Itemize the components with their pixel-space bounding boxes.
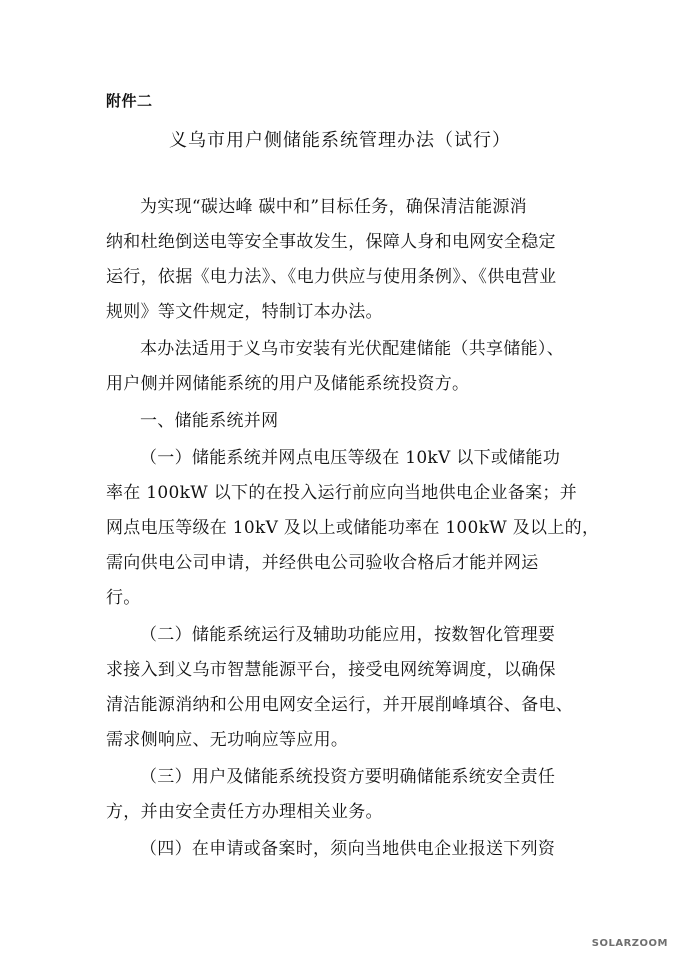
text-line: 一、储能系统并网: [140, 411, 279, 431]
text-line: 求接入到义乌市智慧能源平台，接受电网统筹调度，以确保: [106, 660, 556, 680]
paragraph-item-3: [106, 760, 586, 830]
paragraph-scope: [106, 332, 586, 402]
text-line: 率在 100kW 以下的在投入运行前应向当地供电企业备案；并: [106, 483, 578, 503]
text-line: （二）储能系统运行及辅助功能应用，按数智化管理要: [140, 625, 556, 645]
paragraph-purpose: [106, 190, 586, 330]
paragraph-item-1: [106, 441, 600, 616]
text-line: 纳和杜绝倒送电等安全事故发生，保障人身和电网安全稳定: [106, 232, 556, 252]
text-line: 规则》等文件规定，特制订本办法。: [106, 302, 383, 322]
section-heading-grid-connection: [106, 404, 586, 439]
text-line: 需求侧响应、无功响应等应用。: [106, 730, 349, 750]
text-line: （三）用户及储能系统投资方要明确储能系统安全责任: [140, 767, 556, 787]
text-line: 网点电压等级在 10kV 及以上或储能功率在 100kW 及以上的，: [106, 518, 600, 538]
attachment-label: 附件二: [106, 92, 153, 110]
document-title: 义乌市用户侧储能系统管理办法（试行）: [169, 130, 511, 151]
text-line: （四）在申请或备案时，须向当地供电企业报送下列资: [140, 839, 556, 859]
text-line: 运行，依据《电力法》、《电力供应与使用条例》、《供电营业: [106, 267, 557, 287]
text-line: 清洁能源消纳和公用电网安全运行，并开展削峰填谷、备电、: [106, 695, 574, 715]
text-line: 行。: [106, 588, 141, 608]
text-line: 需向供电公司申请，并经供电公司验收合格后才能并网运: [106, 553, 539, 573]
text-line: 方，并由安全责任方办理相关业务。: [106, 802, 383, 822]
paragraph-item-4: [106, 832, 586, 867]
document-body: [106, 190, 600, 867]
text-line: 本办法适用于义乌市安装有光伏配建储能（共享储能）、: [140, 339, 564, 359]
text-line: 为实现“碳达峰 碳中和”目标任务，确保清洁能源消: [140, 197, 527, 217]
text-line: 用户侧并网储能系统的用户及储能系统投资方。: [106, 374, 470, 394]
text-line: （一）储能系统并网点电压等级在 10kV 以下或储能功: [140, 448, 561, 468]
paragraph-item-2: [106, 618, 586, 758]
watermark: SOLARZOOM: [591, 938, 668, 949]
